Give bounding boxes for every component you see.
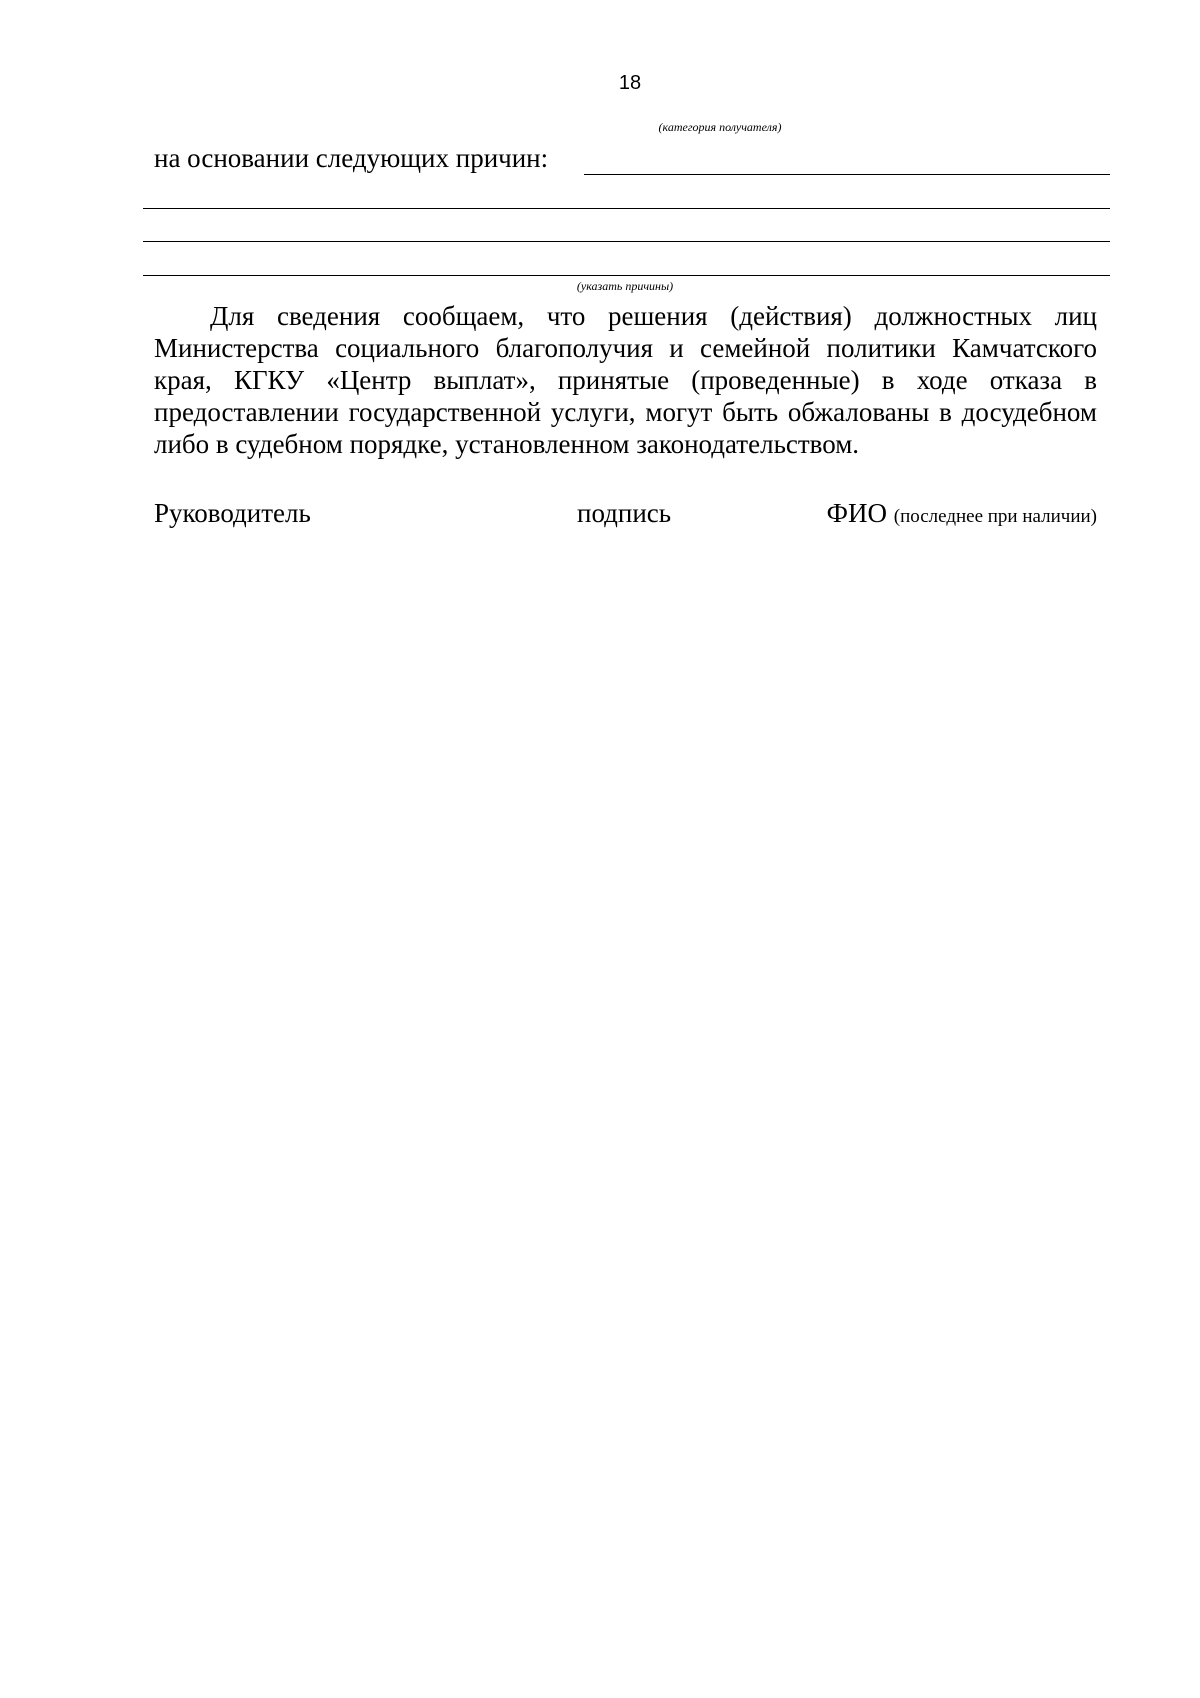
reasons-blank-line-4 bbox=[143, 275, 1110, 276]
reasons-blank-line-2 bbox=[143, 208, 1110, 209]
recipient-category-hint: (категория получателя) bbox=[658, 120, 782, 134]
page-number: 18 bbox=[618, 72, 642, 94]
reasons-label: на основании следующих причин: bbox=[154, 143, 549, 173]
reasons-row bbox=[154, 143, 1110, 177]
signature-label: подпись bbox=[577, 498, 672, 528]
reasons-hint: (указать причины) bbox=[576, 279, 674, 293]
full-name-label-group bbox=[827, 498, 1097, 529]
reasons-blank-line-1 bbox=[584, 174, 1110, 175]
reasons-blank-line-3 bbox=[143, 241, 1110, 242]
head-label: Руководитель bbox=[154, 498, 311, 528]
full-name-note: (последнее при наличии) bbox=[893, 506, 1097, 527]
signature-block bbox=[154, 498, 1097, 534]
full-name-label: ФИО bbox=[826, 498, 887, 528]
appeal-notice-paragraph: Для сведения сообщаем, что решения (действия) должностных лиц Министерства социального благополучия и семейной политики Камчатского края, КГКУ «Центр выплат», принятые (проведенные) в ходе отказа в предоставлении государственной услуги, могут быть обжалованы в досудебном либо в судебном порядке, установленном законодательством. bbox=[154, 301, 1097, 459]
